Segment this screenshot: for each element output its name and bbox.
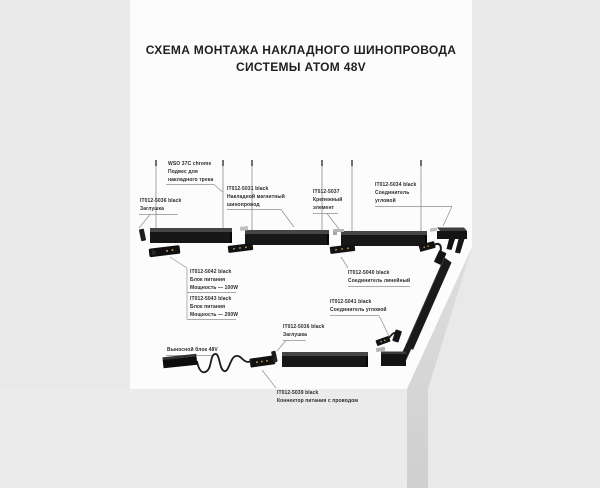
track-segment-1 — [150, 228, 232, 243]
label-psu-100w: IT012-5042 black Блок питания Мощность — 100W — [190, 269, 239, 291]
label-suspension: WSO 37C chrome Подвес для накладного трека — [168, 161, 214, 183]
title-line-2: СИСТЕМЫ АТОМ 48V — [236, 60, 366, 74]
label-endcap-bottom: IT012-5036 black Заглушка — [283, 324, 325, 338]
label-power-connector: IT012-5039 black Коннектор питания с проводом — [277, 390, 358, 404]
page-title — [130, 42, 472, 76]
label-track: IT012-5031 black Накладной магнитный шинопровод — [227, 186, 285, 208]
label-corner-bottom: IT012-5041 black Соединитель угловой — [330, 299, 387, 313]
track-segment-bottom — [282, 352, 368, 367]
label-psu-200w: IT012-5043 black Блок питания Мощность — 200W — [190, 296, 239, 318]
label-endcap-top: IT012-5036 black Заглушка — [140, 198, 182, 212]
label-linear-connector: IT012-5040 black Соединитель линейный — [348, 270, 411, 284]
track-segment-3 — [341, 231, 427, 246]
track-segment-2 — [245, 230, 329, 245]
label-remote-psu: Выносной блок 48V — [167, 347, 218, 353]
label-mount: IT012-5037 Крепежный элемент — [313, 189, 343, 211]
title-line-1: СХЕМА МОНТАЖА НАКЛАДНОГО ШИНОПРОВОДА — [145, 43, 457, 57]
label-corner-top: IT012-5034 black Соединитель угловой — [375, 182, 417, 204]
